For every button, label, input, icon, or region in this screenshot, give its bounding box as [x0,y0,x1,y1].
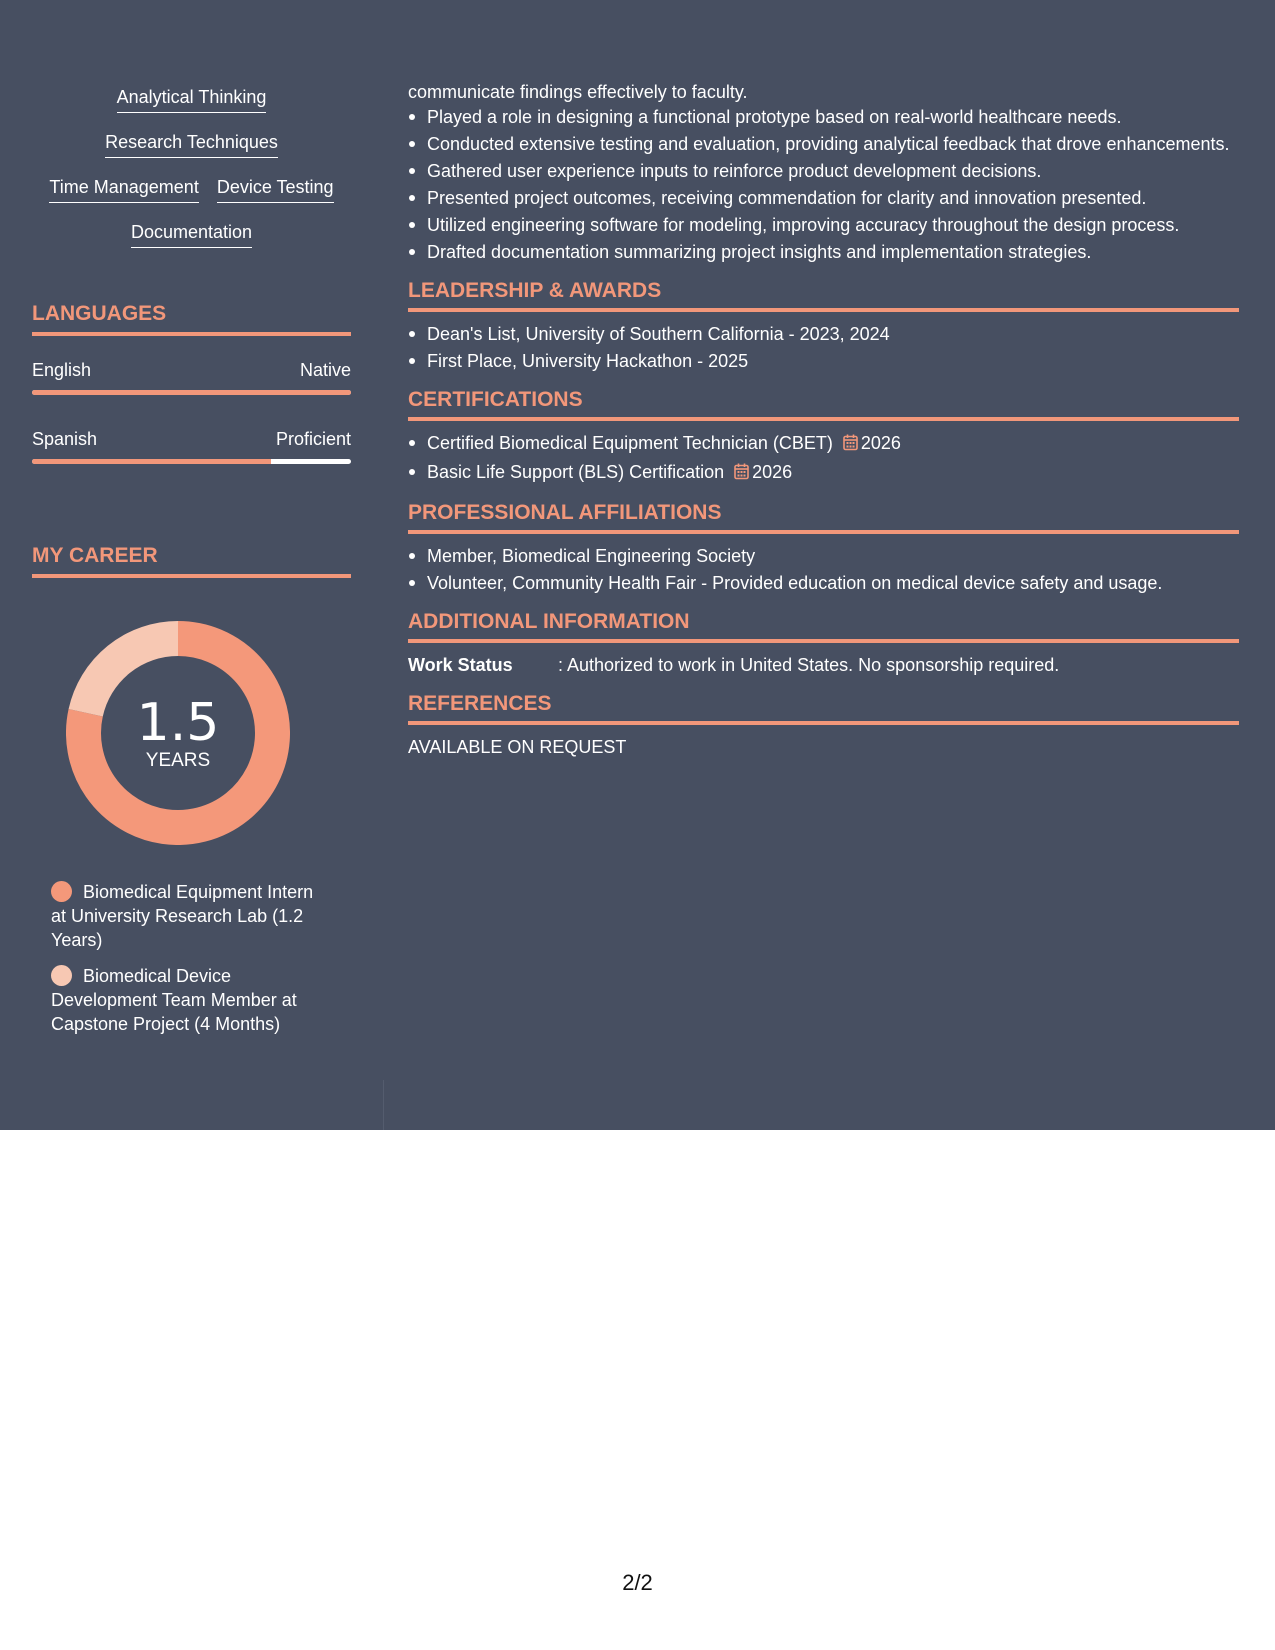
list-item: Drafted documentation summarizing project insights and implementation strategies. [408,240,1239,264]
career-heading: MY CAREER [32,543,351,578]
additional-info-heading: ADDITIONAL INFORMATION [408,609,1239,643]
skill-row [32,221,351,266]
list-item [408,460,1239,486]
affiliations-list [408,544,1239,595]
list-item: Volunteer, Community Health Fair - Provided education on medical device safety and usage. [408,571,1239,595]
work-status-label: Work Status [408,655,513,675]
references-heading: REFERENCES [408,691,1239,725]
skill-tag: Time Management [49,176,198,203]
column-divider [383,1080,384,1130]
leadership-list [408,322,1239,373]
work-status-value: : Authorized to work in United States. No sponsorship required. [558,655,1060,675]
experience-continued-text: communicate findings effectively to faculty. [408,82,748,102]
career-total-unit: YEARS [145,750,211,771]
certifications-heading: CERTIFICATIONS [408,387,1239,421]
list-item: Played a role in designing a functional prototype based on real-world healthcare needs. [408,105,1239,129]
legend-label: Biomedical Device Development Team Member at Capstone Project (4 Months) [51,966,297,1034]
donut-center [66,621,290,845]
skill-row [32,176,351,221]
legend-label: Biomedical Equipment Intern at University Research Lab (1.2 Years) [51,882,314,950]
work-status-row [408,653,1239,677]
language-proficiency-bar [32,459,351,464]
languages-heading: LANGUAGES [32,301,351,336]
skill-row [32,86,351,131]
language-name: Spanish [32,429,98,449]
list-item: Conducted extensive testing and evaluation, providing analytical feedback that drove enhancements. [408,132,1239,156]
language-proficiency-fill [32,459,271,464]
skills-list [32,86,351,266]
legend-dot [51,881,72,902]
leadership-heading: LEADERSHIP & AWARDS [408,278,1239,312]
skill-tag: Device Testing [217,176,334,203]
list-item: Presented project outcomes, receiving commendation for clarity and innovation presented. [408,186,1239,210]
language-proficiency-fill [32,390,351,395]
language-spanish [32,428,351,464]
language-english [32,359,351,395]
legend-dot [51,965,72,986]
experience-bullets [408,105,1239,264]
skill-tag: Analytical Thinking [117,86,267,113]
skill-tag: Documentation [131,221,252,248]
career-total-years: 1.5 [136,693,220,753]
list-item: Gathered user experience inputs to reinforce product development decisions. [408,159,1239,183]
skill-tag: Research Techniques [105,131,278,158]
right-column [408,79,1239,759]
certification-name: Certified Biomedical Equipment Technician (CBET) [427,433,833,453]
language-level: Proficient [275,429,351,449]
calendar-icon [843,433,858,457]
career-legend [51,880,331,1048]
calendar-icon [734,462,749,486]
certification-name: Basic Life Support (BLS) Certification [427,462,725,482]
certifications-list [408,431,1239,486]
certification-year: 2026 [860,433,901,453]
language-level: Native [299,360,351,380]
legend-item [51,964,331,1036]
language-proficiency-bar [32,390,351,395]
skill-row [32,131,351,176]
list-item: Dean's List, University of Southern California - 2023, 2024 [408,322,1239,346]
certification-year: 2026 [752,462,793,482]
career-donut-chart [66,621,290,845]
language-name: English [32,360,92,380]
list-item: Utilized engineering software for modeling, improving accuracy throughout the design process. [408,213,1239,237]
affiliations-heading: PROFESSIONAL AFFILIATIONS [408,500,1239,534]
references-text: AVAILABLE ON REQUEST [408,737,627,757]
page-number: 2/2 [622,1570,653,1595]
list-item: Member, Biomedical Engineering Society [408,544,1239,568]
legend-item [51,880,331,952]
list-item: First Place, University Hackathon - 2025 [408,349,1239,373]
list-item [408,431,1239,457]
